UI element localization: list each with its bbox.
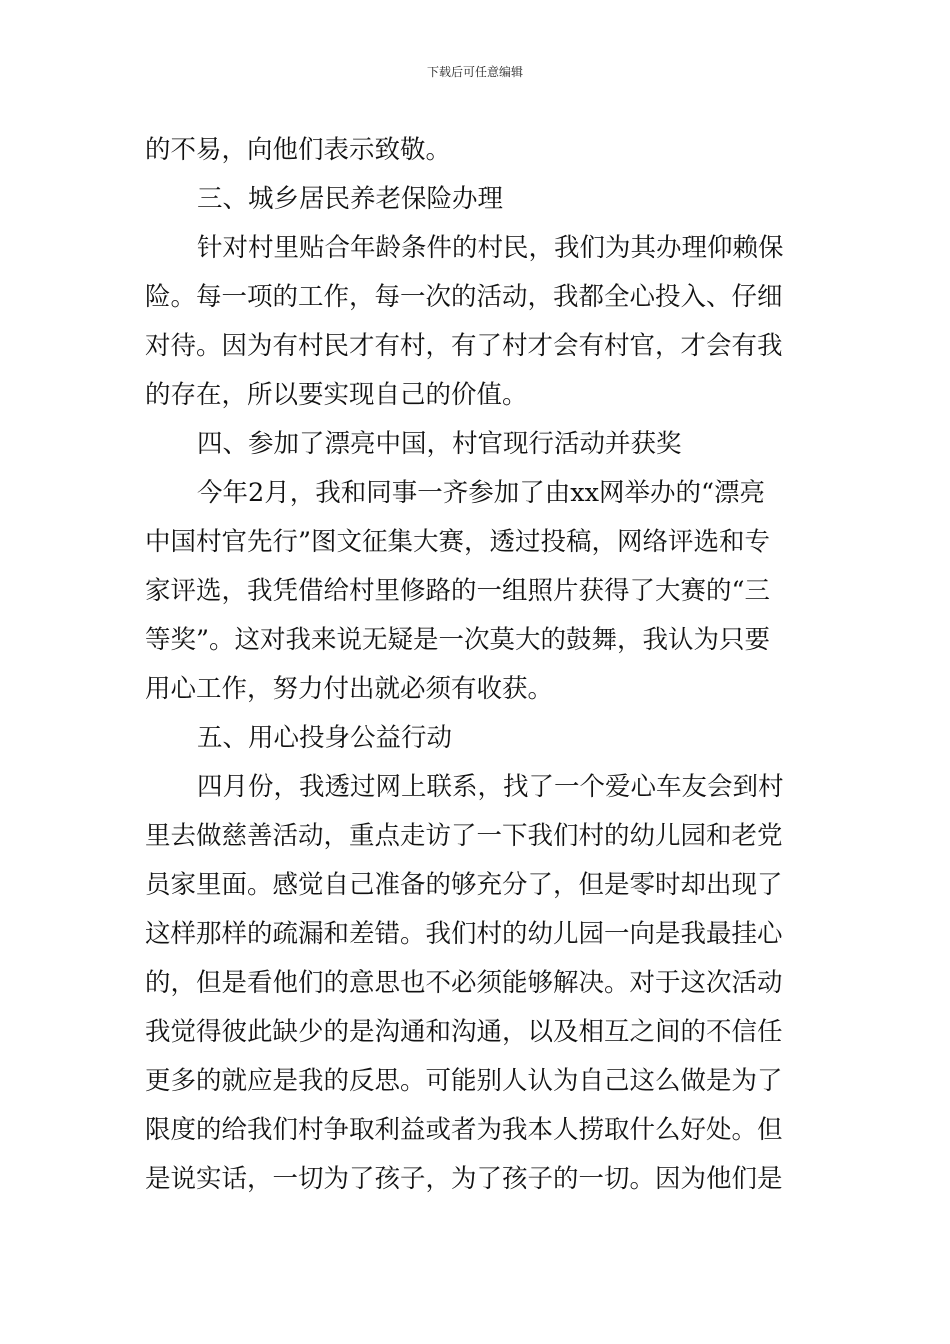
text-line: 对待。因为有村民才有村，有了村才会有村官，才会有我 (145, 331, 783, 361)
text-line: 险。每一项的工作，每一次的活动，我都全心投入、仔细 (145, 282, 783, 312)
text-line: 员家里面。感觉自己准备的够充分了，但是零时却出现了 (145, 870, 783, 900)
text-line: 的存在，所以要实现自己的价值。 (145, 380, 528, 410)
text-line: 用心工作，努力付出就必须有收获。 (145, 674, 554, 704)
section-heading: 四、参加了漂亮中国，村官现行活动并获奖 (197, 429, 682, 459)
text-line: 针对村里贴合年龄条件的村民，我们为其办理仰赖保 (197, 233, 784, 263)
text-line: 是说实话，一切为了孩子，为了孩子的一切。因为他们是 (145, 1164, 783, 1194)
text-line: 我觉得彼此缺少的是沟通和沟通，以及相互之间的不信任 (145, 1017, 783, 1047)
text-line: 等奖”。这对我来说无疑是一次莫大的鼓舞，我认为只要 (145, 625, 771, 655)
section-heading: 三、城乡居民养老保险办理 (197, 184, 504, 214)
text-line: 这样那样的疏漏和差错。我们村的幼儿园一向是我最挂心 (145, 919, 783, 949)
text-line: 家评选，我凭借给村里修路的一组照片获得了大赛的“三 (145, 576, 771, 606)
text-line: 的不易，向他们表示致敬。 (145, 135, 452, 165)
text-line: 中国村官先行”图文征集大赛，透过投稿，网络评选和专 (145, 527, 771, 557)
text-line: 四月份，我透过网上联系，找了一个爱心车友会到村 (197, 772, 784, 802)
text-line: 今年2月，我和同事一齐参加了由xx网举办的“漂亮 (197, 478, 766, 508)
text-line: 更多的就应是我的反思。可能别人认为自己这么做是为了 (145, 1066, 783, 1096)
section-heading: 五、用心投身公益行动 (197, 723, 453, 753)
document-body (145, 126, 810, 1204)
text-line: 限度的给我们村争取利益或者为我本人捞取什么好处。但 (145, 1115, 783, 1145)
text-line: 的，但是看他们的意思也不必须能够解决。对于这次活动 (145, 968, 783, 998)
page-header: 下载后可任意编辑 (426, 65, 523, 79)
text-line: 里去做慈善活动，重点走访了一下我们村的幼儿园和老党 (145, 821, 783, 851)
